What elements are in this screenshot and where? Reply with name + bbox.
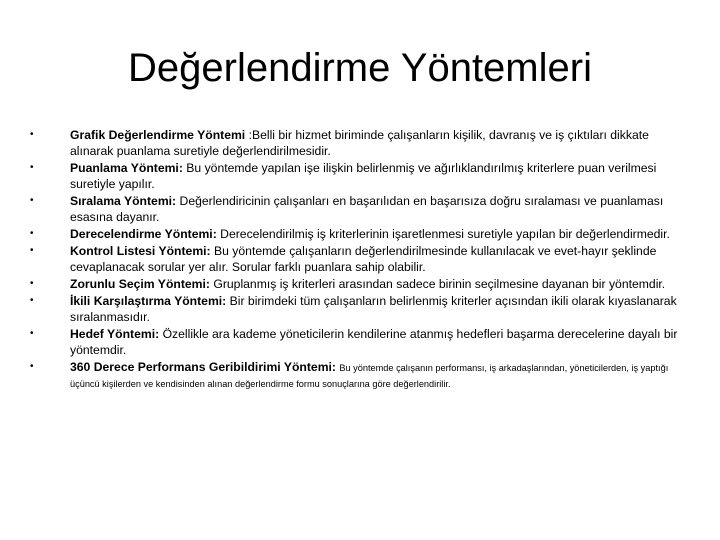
method-term: Sıralama Yöntemi:: [70, 194, 177, 208]
list-item: [30, 326, 695, 358]
method-term: İkili Karşılaştırma Yöntemi:: [70, 294, 227, 308]
method-description: Özellikle ara kademe yöneticilerin kendilerine atanmış hedefleri başarma derecelerine dayalı bir yöntemdir.: [70, 327, 678, 357]
bullet-icon: •: [30, 195, 34, 206]
bullet-icon: •: [30, 129, 34, 140]
bullet-icon: •: [30, 278, 34, 289]
bullet-icon: •: [30, 228, 34, 239]
method-term: Zorunlu Seçim Yöntemi:: [70, 277, 210, 291]
bullet-icon: •: [30, 295, 34, 306]
method-term: Kontrol Listesi Yöntemi:: [70, 244, 211, 258]
list-item: [30, 243, 695, 275]
method-description: Değerlendiricinin çalışanları en başarılıdan en başarısıza doğru sıralaması ve puanlaması esasına dayanır.: [70, 194, 664, 224]
list-item: [30, 127, 695, 159]
method-description: Bu yöntemde yapılan işe ilişkin belirlenmiş ve ağırlıklandırılmış kriterlere puan verilmesi suretiyle yapılır.: [70, 161, 657, 191]
bullet-icon: •: [30, 245, 34, 256]
bullet-icon: •: [30, 361, 34, 372]
list-item: [30, 276, 695, 292]
list-item: [30, 226, 695, 242]
method-term: Derecelendirme Yöntemi:: [70, 227, 217, 241]
method-description: Gruplanmış iş kriterleri arasından sadece birinin seçilmesine dayanan bir yöntemdir.: [213, 277, 666, 291]
list-item: [30, 160, 695, 192]
bullet-icon: •: [30, 162, 34, 173]
method-description: Belli bir hizmet biriminde çalışanların kişilik, davranış ve iş çıktıları dikkate alınarak puanlama suretiyle değerlendirilmesidir.: [70, 128, 649, 158]
method-description: Bir birimdeki tüm çalışanların belirlenmiş kriterler açısından ikili olarak kıyaslanarak sıralanmasıdır.: [70, 294, 677, 324]
method-term: Puanlama Yöntemi:: [70, 161, 183, 175]
list-item: [30, 193, 695, 225]
method-separator: :: [245, 128, 252, 142]
method-term: 360 Derece Performans Geribildirimi Yöntemi:: [70, 360, 336, 374]
method-description: Bu yöntemde çalışanın performansı, iş arkadaşlarından, yöneticilerden, iş yaptığı üçüncü kişilerden ve kendisinden alınan değerlendirme formu sonuçlarına göre değerlendirilir.: [70, 363, 669, 389]
list-item: [30, 359, 695, 391]
bullet-list: [30, 127, 695, 392]
slide-title: Değerlendirme Yöntemleri: [128, 46, 592, 90]
method-description: Derecelendirilmiş iş kriterlerinin işaretlenmesi suretiyle yapılan bir değerlendirmedir.: [220, 227, 670, 241]
bullet-icon: •: [30, 328, 34, 339]
list-item: [30, 293, 695, 325]
method-term: Grafik Değerlendirme Yöntemi: [70, 128, 246, 142]
method-term: Hedef Yöntemi:: [70, 327, 160, 341]
method-description: Bu yöntemde çalışanların değerlendirilmesinde kullanılacak ve evet-hayır şeklinde cevaplanacak sorular yer alır. Sorular farklı puanlara sahip olabilir.: [70, 244, 657, 274]
